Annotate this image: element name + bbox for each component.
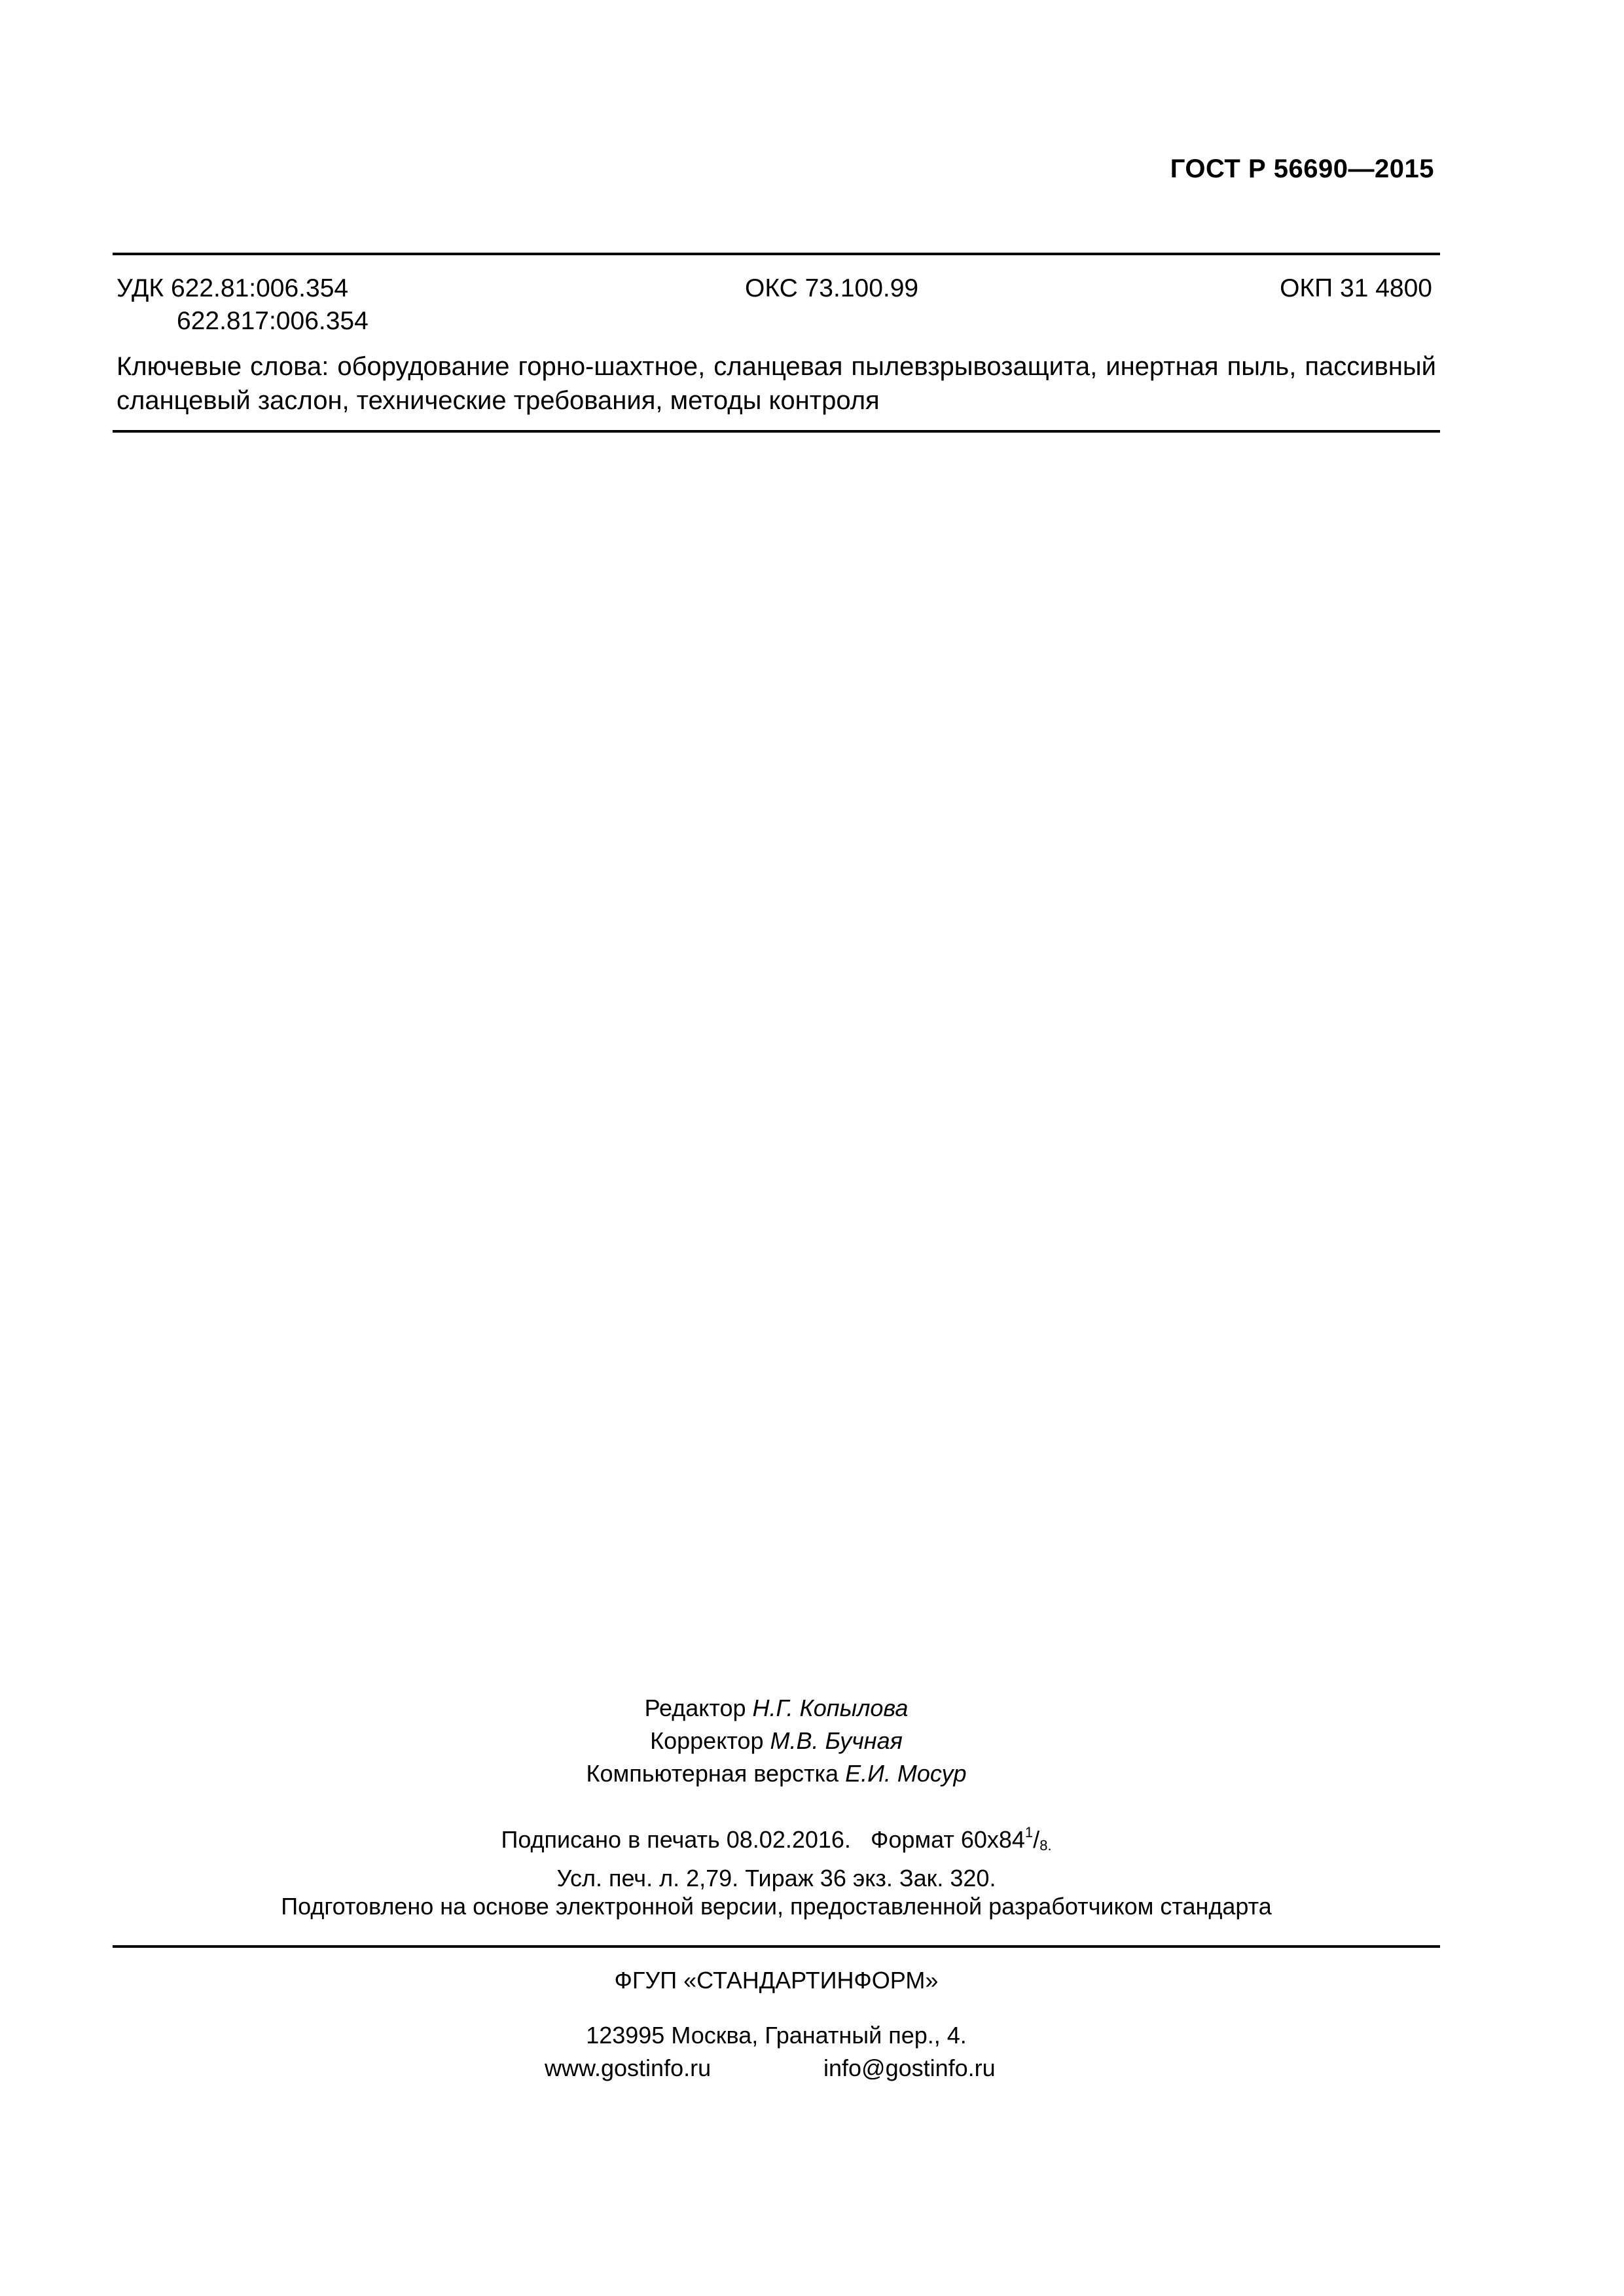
udk-code-line2: 622.817:006.354 <box>177 307 369 335</box>
layout-label: Компьютерная верстка <box>586 1760 839 1787</box>
corrector-name: М.В. Бучная <box>770 1727 903 1754</box>
editor-credit <box>113 1692 1440 1725</box>
bottom-divider <box>113 1945 1440 1948</box>
top-divider <box>113 253 1440 255</box>
okp-code: ОКП 31 4800 <box>1280 274 1432 302</box>
prepared-note: Подготовлено на основе электронной версии, предоставленной разработчиком стандарта <box>281 1893 1272 1920</box>
staff-credits <box>113 1692 1440 1790</box>
publisher-email: info@gostinfo.ru <box>823 2054 996 2081</box>
publisher-address: 123995 Москва, Гранатный пер., 4. <box>586 2022 967 2049</box>
format-denominator: 8 <box>1039 1837 1048 1854</box>
format-label: Формат 60x84 <box>870 1826 1025 1853</box>
corrector-credit <box>113 1725 1440 1757</box>
print-info-line1: Подписано в печать 08.02.2016. Формат $60x84^1/8$. <box>501 1824 1052 1854</box>
editor-label: Редактор <box>644 1695 746 1721</box>
udk-code <box>117 272 369 338</box>
print-info <box>113 1816 1440 1895</box>
signed-date: Подписано в печать 08.02.2016. <box>501 1826 851 1853</box>
corrector-label: Корректор <box>650 1727 764 1754</box>
print-info-line2: Усл. печ. л. 2,79. Тираж 36 экз. Зак. 320. <box>556 1865 996 1892</box>
keywords-divider <box>113 430 1440 433</box>
publisher-contacts <box>113 2052 1440 2085</box>
format-end: . <box>1047 1837 1052 1854</box>
layout-credit <box>113 1757 1440 1790</box>
format-numerator: 1 <box>1024 1824 1034 1840</box>
classification-codes <box>117 272 1432 344</box>
publisher-website: www.gostinfo.ru <box>545 2054 712 2081</box>
layout-name: Е.И. Мосур <box>845 1760 967 1787</box>
oks-code: ОКС 73.100.99 <box>745 274 919 302</box>
udk-code-line1: УДК 622.81:006.354 <box>117 274 349 302</box>
publisher-name: ФГУП «СТАНДАРТИНФОРМ» <box>614 1967 939 1994</box>
keywords: Ключевые слова: оборудование горно-шахтное, сланцевая пылевзрывозащита, инертная пыль, пассивный сланцевый заслон, технические требования, методы контроля <box>117 352 1436 415</box>
editor-name: Н.Г. Копылова <box>752 1695 909 1721</box>
document-number: ГОСТ Р 56690—2015 <box>1170 154 1434 183</box>
